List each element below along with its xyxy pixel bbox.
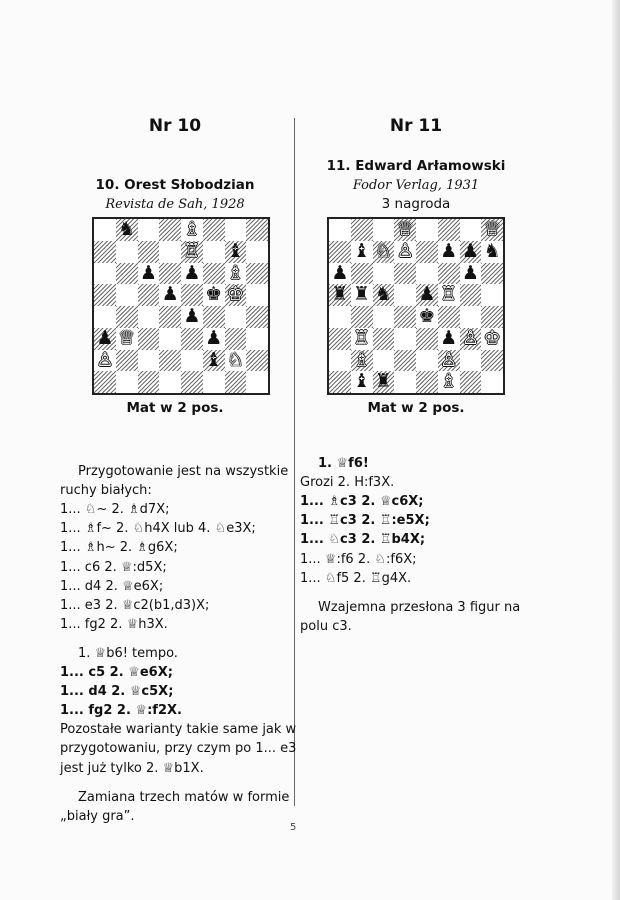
solution-line: Przygotowanie jest na wszystkie <box>78 464 289 479</box>
board-square <box>351 306 373 328</box>
board-square <box>394 328 416 350</box>
solution-line: jest już tylko 2. ♕b1X. <box>60 760 204 776</box>
white-queen-icon: ♕ <box>483 218 501 240</box>
board-square <box>94 306 116 328</box>
white-pawn-icon: ♙ <box>396 239 414 262</box>
problem-number: Nr 11 <box>389 116 443 136</box>
board-square <box>159 241 181 263</box>
board-square <box>159 328 181 350</box>
diagram-caption: Mat w 2 pos. <box>126 400 224 416</box>
board-square <box>138 219 160 241</box>
board-square <box>394 284 416 306</box>
white-bishop-icon: ♗ <box>226 261 244 284</box>
white-rook-icon: ♖ <box>353 326 371 349</box>
board-square <box>481 263 503 285</box>
solution-line: Pozostałe warianty takie same jak w <box>60 722 297 738</box>
black-pawn-icon: ♟ <box>440 326 458 349</box>
board-square <box>246 371 268 393</box>
board-square <box>225 219 247 241</box>
solution-line: 1. ♕f6! <box>318 456 369 471</box>
black-pawn-icon: ♟ <box>96 326 114 349</box>
black-knight-icon: ♞ <box>483 239 501 262</box>
white-pawn-icon: ♙ <box>461 326 479 349</box>
solution-line: 1... c5 2. ♕e6X; <box>60 665 173 680</box>
board-square <box>373 219 395 241</box>
board-square <box>460 219 482 241</box>
column-divider <box>294 118 295 806</box>
solution-line: 1... fg2 2. ♕:f2X. <box>60 703 182 719</box>
white-king-icon: ♔ <box>483 326 501 349</box>
board-square <box>159 219 181 241</box>
solution-line: 1... ♘~ 2. ♗d7X; <box>60 502 170 518</box>
board-square <box>246 219 268 241</box>
board-square <box>159 350 181 372</box>
board-square <box>94 219 116 241</box>
board-square <box>481 350 503 372</box>
board-square <box>116 284 138 306</box>
board-square <box>438 306 460 328</box>
board-square <box>225 328 247 350</box>
board-square <box>329 241 351 263</box>
white-bishop-icon: ♗ <box>440 370 458 393</box>
black-pawn-icon: ♟ <box>139 261 157 284</box>
black-pawn-icon: ♟ <box>205 326 223 349</box>
problem-heading <box>60 176 290 214</box>
board-square <box>225 371 247 393</box>
board-square <box>159 306 181 328</box>
black-king-icon: ♚ <box>418 305 436 327</box>
board-square <box>460 350 482 372</box>
white-bishop-icon: ♗ <box>353 348 371 371</box>
board-square <box>246 263 268 285</box>
board-square <box>394 350 416 372</box>
board-square <box>138 306 160 328</box>
white-king-icon: ♔ <box>226 283 244 306</box>
board-square <box>373 263 395 285</box>
board-square <box>394 371 416 393</box>
board-square <box>481 306 503 328</box>
board-square <box>329 328 351 350</box>
diagram-caption: Mat w 2 pos. <box>367 400 465 416</box>
board-square <box>246 306 268 328</box>
board-square <box>416 371 438 393</box>
board-square <box>181 328 203 350</box>
problem-heading <box>300 157 532 214</box>
board-square <box>460 306 482 328</box>
black-bishop-icon: ♝ <box>353 370 371 393</box>
white-queen-icon: ♕ <box>396 218 414 240</box>
solution-line: „biały gra”. <box>60 808 135 824</box>
black-pawn-icon: ♟ <box>461 239 479 262</box>
solution-line: Grozi 2. H:f3X. <box>300 475 395 491</box>
board-square <box>203 263 225 285</box>
solution-line: ruchy białych: <box>60 483 152 499</box>
board-square <box>329 371 351 393</box>
board-square <box>373 306 395 328</box>
board-square <box>116 241 138 263</box>
solution-line: 1. ♕b6! tempo. <box>78 645 178 661</box>
solution-line: 1... d4 2. ♕e6X; <box>60 578 164 594</box>
white-pawn-icon: ♙ <box>96 348 114 371</box>
solution-line: 1... fg2 2. ♕h3X. <box>60 616 168 632</box>
black-pawn-icon: ♟ <box>331 261 349 284</box>
black-pawn-icon: ♟ <box>461 261 479 284</box>
board-square <box>116 263 138 285</box>
black-pawn-icon: ♟ <box>183 305 201 327</box>
black-rook-icon: ♜ <box>331 283 349 306</box>
solution-line: 1... ♘f5 2. ♖g4X. <box>300 570 412 586</box>
board-square <box>416 350 438 372</box>
board-square <box>351 219 373 241</box>
board-square <box>181 371 203 393</box>
black-pawn-icon: ♟ <box>161 283 179 306</box>
white-knight-icon: ♘ <box>374 239 392 262</box>
board-square <box>138 371 160 393</box>
board-square <box>416 263 438 285</box>
board-square <box>138 350 160 372</box>
problem-award: 3 nagroda <box>381 196 451 212</box>
problem-source: Fodor Verlag, 1931 <box>352 178 480 193</box>
white-rook-icon: ♖ <box>440 283 458 306</box>
board-square <box>416 241 438 263</box>
solution-line: Zamiana trzech matów w formie <box>78 789 290 805</box>
page-number: 5 <box>290 822 297 833</box>
black-knight-icon: ♞ <box>374 283 392 306</box>
board-square <box>159 371 181 393</box>
solution-line: 1... ♖c3 2. ♖:e5X; <box>300 513 430 529</box>
white-rook-icon: ♖ <box>183 239 201 262</box>
board-square <box>138 241 160 263</box>
solution-line: 1... ♗h~ 2. ♗g6X; <box>60 540 178 556</box>
board-square <box>181 350 203 372</box>
board-square <box>246 284 268 306</box>
black-bishop-icon: ♝ <box>205 348 223 371</box>
black-bishop-icon: ♝ <box>226 239 244 262</box>
black-king-icon: ♚ <box>205 283 223 306</box>
black-pawn-icon: ♟ <box>440 239 458 262</box>
board-square <box>203 306 225 328</box>
board-square <box>138 328 160 350</box>
chess-diagram <box>327 217 505 395</box>
board-square <box>394 263 416 285</box>
board-square <box>416 328 438 350</box>
board-square <box>460 284 482 306</box>
chess-diagram <box>92 217 270 395</box>
board-square <box>94 371 116 393</box>
board-square <box>438 263 460 285</box>
board-square <box>203 219 225 241</box>
black-knight-icon: ♞ <box>118 218 136 240</box>
board-square <box>246 350 268 372</box>
board-square <box>329 350 351 372</box>
board-square <box>373 350 395 372</box>
page-edge-shadow <box>612 0 620 900</box>
white-bishop-icon: ♗ <box>183 218 201 240</box>
board-square <box>416 219 438 241</box>
board-square <box>329 219 351 241</box>
board-square <box>460 371 482 393</box>
board-square <box>394 306 416 328</box>
board-square <box>116 371 138 393</box>
board-square <box>138 284 160 306</box>
solution-line: przygotowaniu, przy czym po 1... e3 <box>60 741 297 757</box>
board-square <box>329 306 351 328</box>
white-queen-icon: ♕ <box>118 326 136 349</box>
solution-line: 1... c6 2. ♕:d5X; <box>60 559 167 575</box>
board-square <box>246 241 268 263</box>
solution-line: 1... d4 2. ♕c5X; <box>60 684 174 700</box>
problem-number: Nr 10 <box>148 116 202 136</box>
board-square <box>351 263 373 285</box>
black-rook-icon: ♜ <box>353 283 371 306</box>
solution-line: 1... ♘c3 2. ♖b4X; <box>300 532 426 548</box>
board-square <box>116 306 138 328</box>
solution-line: 1... ♕:f6 2. ♘:f6X; <box>300 551 417 567</box>
board-square <box>94 263 116 285</box>
black-bishop-icon: ♝ <box>353 239 371 262</box>
black-pawn-icon: ♟ <box>418 283 436 306</box>
problem-author: 10. Orest Słobodzian <box>95 177 255 193</box>
problem-source: Revista de Sah, 1928 <box>105 197 245 212</box>
board-square <box>373 328 395 350</box>
solution-line: 1... ♗f~ 2. ♘h4X lub 4. ♘e3X; <box>60 521 256 537</box>
board-square <box>246 328 268 350</box>
board-square <box>94 241 116 263</box>
board-square <box>159 263 181 285</box>
solution-line: Wzajemna przesłona 3 figur na <box>318 599 521 615</box>
board-square <box>481 284 503 306</box>
board-square <box>481 371 503 393</box>
board-square <box>225 306 247 328</box>
board-square <box>94 284 116 306</box>
black-rook-icon: ♜ <box>374 370 392 393</box>
solution-line: 1... e3 2. ♕c2(b1,d3)X; <box>60 597 210 613</box>
solution-line: polu c3. <box>300 618 352 634</box>
board-square <box>116 350 138 372</box>
white-knight-icon: ♘ <box>226 348 244 371</box>
board-square <box>181 284 203 306</box>
white-pawn-icon: ♙ <box>440 348 458 371</box>
solution-line: 1... ♗c3 2. ♕c6X; <box>300 494 424 510</box>
board-square <box>203 241 225 263</box>
board-square <box>438 219 460 241</box>
problem-author: 11. Edward Arłamowski <box>326 158 506 174</box>
black-pawn-icon: ♟ <box>183 261 201 284</box>
board-square <box>203 371 225 393</box>
